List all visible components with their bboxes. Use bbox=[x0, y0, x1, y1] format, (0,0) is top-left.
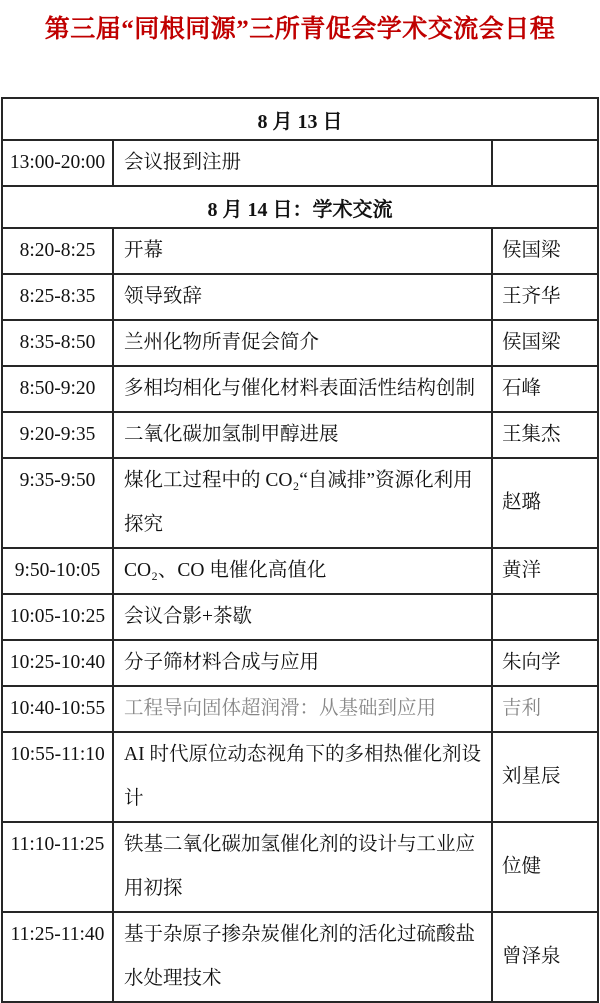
session-speaker: 石峰 bbox=[492, 366, 598, 412]
session-speaker: 侯国梁 bbox=[492, 228, 598, 274]
session-time: 9:50-10:05 bbox=[2, 548, 113, 594]
session-time: 8:35-8:50 bbox=[2, 320, 113, 366]
session-speaker: 刘星辰 bbox=[492, 732, 598, 822]
session-topic: 二氧化碳加氢制甲醇进展 bbox=[113, 412, 492, 458]
session-row bbox=[2, 640, 598, 686]
session-speaker: 赵璐 bbox=[492, 458, 598, 548]
session-row bbox=[2, 320, 598, 366]
session-topic: 兰州化物所青促会简介 bbox=[113, 320, 492, 366]
session-time: 8:50-9:20 bbox=[2, 366, 113, 412]
session-row bbox=[2, 822, 598, 912]
session-row bbox=[2, 548, 598, 594]
day-header-label: 8 月 13 日 bbox=[2, 98, 598, 140]
session-row bbox=[2, 140, 598, 186]
session-time: 9:20-9:35 bbox=[2, 412, 113, 458]
schedule-body bbox=[2, 98, 598, 1002]
session-time: 10:05-10:25 bbox=[2, 594, 113, 640]
session-row bbox=[2, 412, 598, 458]
session-speaker: 侯国梁 bbox=[492, 320, 598, 366]
session-row bbox=[2, 228, 598, 274]
page-title: 第三届“同根同源”三所青促会学术交流会日程 bbox=[44, 16, 556, 43]
session-time: 8:20-8:25 bbox=[2, 228, 113, 274]
session-speaker bbox=[492, 140, 598, 186]
session-row bbox=[2, 686, 598, 732]
day-header-label: 8 月 14 日：学术交流 bbox=[2, 186, 598, 228]
session-row bbox=[2, 458, 598, 548]
session-topic: 煤化工过程中的 CO₂“自减排”资源化利用探究 bbox=[113, 458, 492, 548]
session-time: 10:40-10:55 bbox=[2, 686, 113, 732]
session-time: 11:25-11:40 bbox=[2, 912, 113, 1002]
session-speaker bbox=[492, 594, 598, 640]
session-time: 10:55-11:10 bbox=[2, 732, 113, 822]
session-speaker: 位健 bbox=[492, 822, 598, 912]
session-speaker: 曾泽泉 bbox=[492, 912, 598, 1002]
session-topic: 分子筛材料合成与应用 bbox=[113, 640, 492, 686]
session-topic: AI 时代原位动态视角下的多相热催化剂设计 bbox=[113, 732, 492, 822]
session-topic: 会议合影+茶歇 bbox=[113, 594, 492, 640]
session-time: 11:10-11:25 bbox=[2, 822, 113, 912]
session-row bbox=[2, 912, 598, 1002]
session-time: 13:00-20:00 bbox=[2, 140, 113, 186]
session-speaker: 吉利 bbox=[492, 686, 598, 732]
session-speaker: 黄洋 bbox=[492, 548, 598, 594]
day-header-row bbox=[2, 98, 598, 140]
session-row bbox=[2, 594, 598, 640]
session-time: 8:25-8:35 bbox=[2, 274, 113, 320]
session-topic: 铁基二氧化碳加氢催化剂的设计与工业应用初探 bbox=[113, 822, 492, 912]
session-topic: 工程导向固体超润滑：从基础到应用 bbox=[113, 686, 492, 732]
session-topic: CO₂、CO 电催化高值化 bbox=[113, 548, 492, 594]
session-time: 10:25-10:40 bbox=[2, 640, 113, 686]
session-speaker: 朱向学 bbox=[492, 640, 598, 686]
session-row bbox=[2, 732, 598, 822]
session-topic: 多相均相化与催化材料表面活性结构创制 bbox=[113, 366, 492, 412]
session-row bbox=[2, 366, 598, 412]
session-speaker: 王集杰 bbox=[492, 412, 598, 458]
day-header-row bbox=[2, 186, 598, 228]
session-speaker: 王齐华 bbox=[492, 274, 598, 320]
session-topic: 会议报到注册 bbox=[113, 140, 492, 186]
session-row bbox=[2, 274, 598, 320]
session-topic: 基于杂原子掺杂炭催化剂的活化过硫酸盐水处理技术 bbox=[113, 912, 492, 1002]
session-time: 9:35-9:50 bbox=[2, 458, 113, 548]
schedule-table bbox=[1, 97, 599, 1003]
session-topic: 领导致辞 bbox=[113, 274, 492, 320]
session-topic: 开幕 bbox=[113, 228, 492, 274]
